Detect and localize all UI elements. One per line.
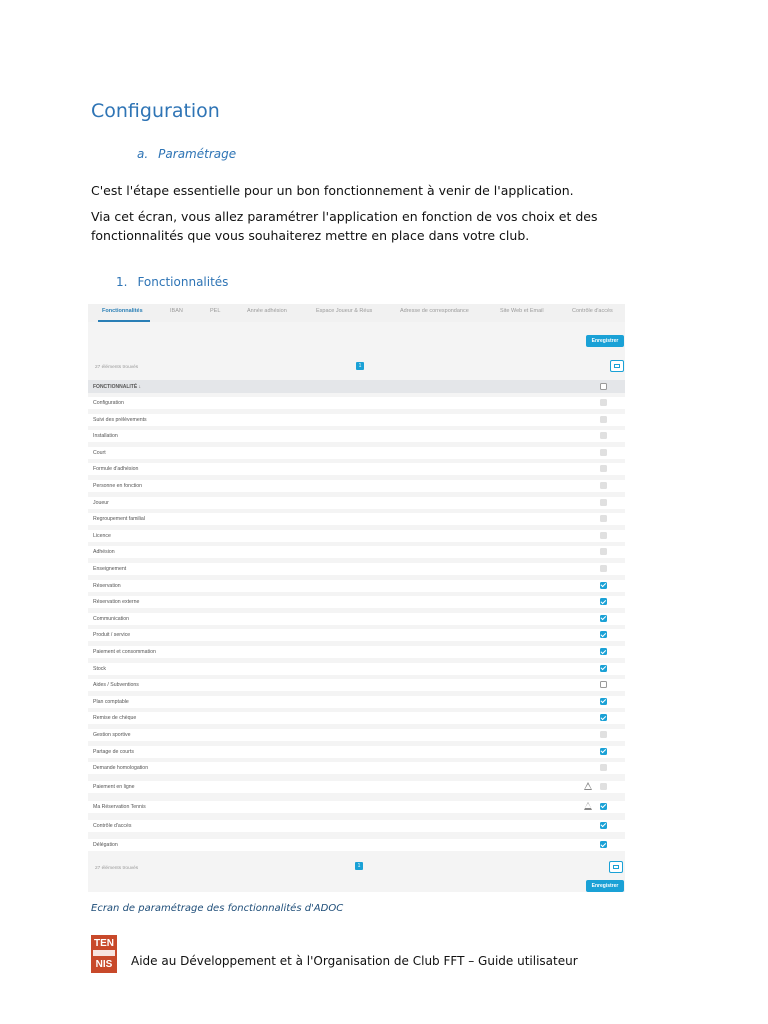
- table-row: [88, 397, 625, 409]
- intro-paragraph: C'est l'étape essentielle pour un bon fonctionnement à venir de l'application.: [91, 183, 574, 198]
- functionality-label: Court: [93, 449, 106, 456]
- tab-fonctionnalites[interactable]: Fonctionnalités: [102, 308, 143, 314]
- tab-pel[interactable]: PEL: [210, 308, 221, 314]
- functionality-checkbox[interactable]: [600, 822, 607, 829]
- logo-text-bottom: NIS: [95, 959, 113, 970]
- functionality-label: Licence: [93, 532, 111, 539]
- functionality-label: Regroupement familial: [93, 516, 145, 523]
- functionality-checkbox: [600, 783, 607, 790]
- functionality-label: Adhésion: [93, 549, 115, 556]
- table-row: [88, 629, 625, 641]
- table-row: [88, 430, 625, 442]
- functionality-checkbox: [600, 465, 607, 472]
- functionality-checkbox: [600, 548, 607, 555]
- table-row: [88, 839, 625, 851]
- page-heading: Configuration: [91, 100, 220, 122]
- functionality-label: Paiement et consommation: [93, 649, 156, 655]
- functionality-checkbox[interactable]: [600, 748, 607, 755]
- table-row: [88, 646, 625, 658]
- functionality-label: Formule d'adhésion: [93, 466, 139, 473]
- table-row: [88, 613, 625, 625]
- save-button-top[interactable]: Enregistrer: [586, 335, 624, 347]
- table-row: [88, 746, 625, 758]
- tab-iban[interactable]: IBAN: [170, 308, 183, 314]
- functionality-label: Suivi des prélèvements: [93, 416, 147, 423]
- description-paragraph: Via cet écran, vous allez paramétrer l'application en fonction de vos choix et des fonctionnalités que vous souhaiterez mettre en place dans votre club.: [91, 209, 598, 243]
- functionality-checkbox[interactable]: [600, 648, 607, 655]
- table-row: [88, 801, 625, 813]
- table-row: [88, 580, 625, 592]
- table-row: [88, 530, 625, 542]
- table-row: [88, 820, 625, 832]
- functionality-label: Enseignement: [93, 566, 127, 572]
- functionality-label: Partage de courts: [93, 748, 134, 755]
- table-row: [88, 513, 625, 525]
- functionality-label: Remise de chèque: [93, 715, 137, 722]
- functionality-checkbox: [600, 515, 607, 522]
- logo-band: [93, 950, 115, 956]
- functionality-label: Communication: [93, 615, 130, 622]
- section-heading: [116, 275, 228, 289]
- functionality-checkbox: [600, 532, 607, 539]
- table-row: [88, 663, 625, 675]
- table-row: [88, 762, 625, 774]
- functionality-checkbox: [600, 499, 607, 506]
- functionality-label: Délégation: [93, 842, 118, 848]
- functionality-label: Plan comptable: [93, 698, 129, 705]
- functionality-checkbox[interactable]: [600, 714, 607, 721]
- functionality-checkbox[interactable]: [600, 598, 607, 605]
- functionality-checkbox: [600, 764, 607, 771]
- table-row: [88, 679, 625, 691]
- section-text: Fonctionnalités: [137, 275, 229, 289]
- functionality-checkbox[interactable]: [600, 681, 607, 688]
- table-row: [88, 463, 625, 475]
- table-row: [88, 546, 625, 558]
- logo-text-top: TEN: [94, 938, 114, 949]
- table-header: [88, 380, 625, 393]
- functionality-checkbox[interactable]: [600, 841, 607, 848]
- functionality-checkbox[interactable]: [600, 665, 607, 672]
- export-excel-icon-top[interactable]: [610, 360, 624, 372]
- functionality-label: Réservation externe: [93, 599, 140, 606]
- functionality-label: Stock: [93, 665, 106, 672]
- functionality-checkbox: [600, 565, 607, 572]
- page-button-top[interactable]: 1: [356, 362, 364, 370]
- functionality-label: Réservation: [93, 582, 121, 589]
- functionality-label: Gestion sportive: [93, 732, 131, 738]
- functionality-checkbox[interactable]: [600, 615, 607, 622]
- section-number: 1.: [116, 275, 128, 289]
- functionality-label: Ma Réservation Tennis: [93, 803, 146, 810]
- active-tab-indicator: [98, 320, 150, 322]
- result-count-top: 27 éléments trouvés: [95, 365, 139, 370]
- tab-adresse-correspondance[interactable]: Adresse de correspondance: [400, 308, 469, 314]
- functionality-label: Demande homologation: [93, 765, 149, 772]
- save-button-bottom[interactable]: Enregistrer: [586, 880, 624, 892]
- functionality-checkbox: [600, 449, 607, 456]
- table-row: [88, 729, 625, 741]
- functionality-label: Produit / service: [93, 632, 131, 639]
- subheading-number: a.: [137, 147, 149, 161]
- tab-site-web-email[interactable]: Site Web et Email: [500, 308, 544, 314]
- export-excel-icon-bottom[interactable]: [609, 861, 623, 873]
- table-row: [88, 480, 625, 492]
- functionality-checkbox[interactable]: [600, 803, 607, 810]
- functionality-label: Aides / Subventions: [93, 682, 139, 689]
- functionality-label: Contrôle d'accès: [93, 822, 132, 829]
- footer-text: Aide au Développement et à l'Organisation de Club FFT – Guide utilisateur: [131, 954, 578, 968]
- figure-caption: Ecran de paramétrage des fonctionnalités d'ADOC: [91, 903, 344, 914]
- select-all-checkbox[interactable]: [600, 383, 607, 390]
- table-row: [88, 596, 625, 608]
- fft-tennis-logo: [91, 935, 117, 973]
- functionality-checkbox: [600, 432, 607, 439]
- functionality-checkbox: [600, 416, 607, 423]
- tab-espace-joueur[interactable]: Espace Joueur & Réus: [316, 308, 373, 314]
- warning-icon: [584, 782, 592, 790]
- column-header-fonctionnalite[interactable]: FONCTIONNALITÉ ↓: [93, 384, 142, 390]
- functionality-checkbox[interactable]: [600, 698, 607, 705]
- table-row: [88, 414, 625, 426]
- functionalities-screenshot: [88, 304, 625, 892]
- functionality-checkbox: [600, 731, 607, 738]
- table-row: [88, 497, 625, 509]
- table-row: [88, 712, 625, 724]
- subheading: [137, 147, 236, 161]
- tab-controle-acces[interactable]: Contrôle d'accès: [572, 308, 613, 314]
- functionality-label: Configuration: [93, 400, 124, 406]
- table-row: [88, 696, 625, 708]
- result-count-bottom: 27 éléments trouvés: [95, 866, 139, 871]
- functionality-checkbox: [600, 482, 607, 489]
- functionality-checkbox[interactable]: [600, 631, 607, 638]
- tab-bar: [88, 304, 625, 322]
- table-row: [88, 563, 625, 575]
- warning-icon: [584, 802, 592, 810]
- table-row: [88, 781, 625, 793]
- functionality-label: Personne en fonction: [93, 483, 143, 489]
- page-button-bottom[interactable]: 1: [355, 862, 363, 870]
- functionality-label: Joueur: [93, 499, 109, 506]
- functionality-label: Installation: [93, 433, 118, 440]
- functionality-checkbox: [600, 399, 607, 406]
- table-row: [88, 447, 625, 459]
- functionality-checkbox[interactable]: [600, 582, 607, 589]
- subheading-text: Paramétrage: [158, 147, 237, 161]
- functionality-label: Paiement en ligne: [93, 784, 135, 791]
- tab-annee-adhesion[interactable]: Année adhésion: [247, 308, 287, 314]
